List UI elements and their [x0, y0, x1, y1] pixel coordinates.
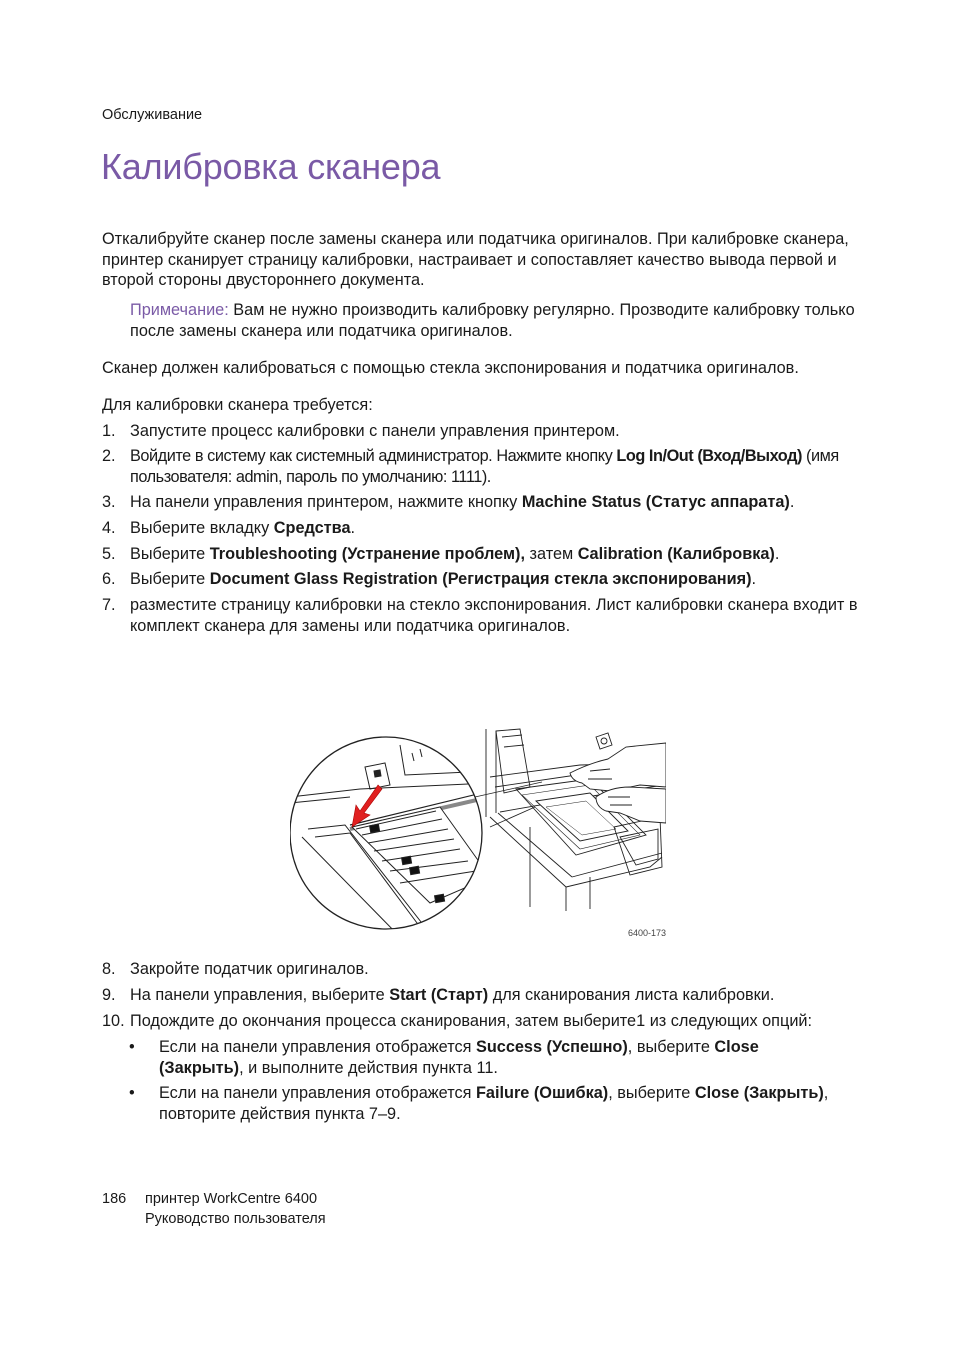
section-label: Обслуживание — [102, 107, 203, 123]
intro-paragraph: Откалибруйте сканер после замены сканера или податчика оригиналов. При калибровке сканера, принтер сканирует страницу калибровки, настраивает и сопоставляет качество вывода первой и второй стороны двустороннего документа. — [102, 230, 849, 289]
note-label: Примечание: — [130, 301, 229, 319]
step-text: Выберите Troubleshooting (Устранение проблем), затем Calibration (Калибровка). — [130, 545, 780, 563]
step-2 — [102, 446, 872, 487]
step-9 — [102, 985, 872, 1006]
footer-line-1: принтер WorkCentre 6400 — [145, 1191, 318, 1207]
bullet-dot: • — [129, 1038, 135, 1056]
bullet-text: Если на панели управления отображется Failure (Ошибка), выберите Close (Закрыть), повторите действия пункта 7–9. — [159, 1084, 829, 1123]
login-button-name: Log In/Out (Вход/Выход) — [616, 447, 802, 465]
step-text: Запустите процесс калибровки с панели управления принтером. — [130, 422, 620, 440]
troubleshooting-name: Troubleshooting (Устранение проблем), — [209, 545, 526, 563]
step-6 — [102, 569, 872, 590]
step-4 — [102, 518, 872, 539]
step-number: 3. — [102, 493, 116, 511]
page-number: 186 — [102, 1191, 127, 1207]
step-number: 2. — [102, 447, 116, 465]
step-number: 7. — [102, 596, 116, 614]
machine-status-button-name: Machine Status (Статус аппарата) — [521, 493, 790, 511]
page-title: Калибровка сканера — [101, 146, 441, 187]
step-10 — [102, 1011, 872, 1032]
step-number: 5. — [102, 545, 116, 563]
step-text: Выберите вкладку Средства. — [130, 519, 356, 537]
step-5 — [102, 544, 872, 565]
footer-product — [145, 1189, 326, 1229]
tools-tab-name: Средства — [273, 519, 351, 537]
start-button-name: Start (Старт) — [389, 986, 489, 1004]
step-number: 8. — [102, 960, 116, 978]
requirements-paragraph: Для калибровки сканера требуется: — [102, 396, 373, 414]
step-3 — [102, 492, 872, 513]
step-text: На панели управления, выберите Start (Старт) для сканирования листа калибровки. — [130, 986, 775, 1004]
calibration-illustration — [290, 727, 666, 942]
step-number: 9. — [102, 986, 116, 1004]
step-text: Подождите до окончания процесса сканирования, затем выберите1 из следующих опций: — [130, 1012, 813, 1030]
step-number: 1. — [102, 422, 116, 440]
bullet-dot: • — [129, 1084, 135, 1102]
step-1 — [102, 421, 872, 442]
step-8 — [102, 959, 872, 980]
step-number: 6. — [102, 570, 116, 588]
bullet-text: Если на панели управления отображется Success (Успешно), выберите Close (Закрыть), и выполните действия пункта 11. — [159, 1038, 759, 1077]
note — [130, 300, 870, 341]
footer-line-2: Руководство пользователя — [145, 1211, 326, 1227]
bullet-success — [129, 1037, 829, 1078]
close-label: Close (Закрыть) — [694, 1084, 824, 1102]
figure-code: 6400-173 — [628, 928, 667, 938]
success-label: Success (Успешно) — [475, 1038, 628, 1056]
step-number: 4. — [102, 519, 116, 537]
bullet-failure — [129, 1083, 829, 1124]
step-7 — [102, 595, 872, 636]
step-text: Войдите в систему как системный администратор. Нажмите кнопку Log In/Out (Вход/Выход) (имя пользователя: admin, пароль по умолчанию: 1111). — [130, 447, 839, 486]
glass-registration-name: Document Glass Registration (Регистрация стекла экспонирования) — [209, 570, 752, 588]
step-text: На панели управления принтером, нажмите кнопку Machine Status (Статус аппарата). — [130, 493, 795, 511]
step-text: разместите страницу калибровки на стекло экспонирования. Лист калибровки сканера входит в комплект сканера для замены или податчика оригиналов. — [130, 596, 858, 635]
step-text: Выберите Document Glass Registration (Регистрация стекла экспонирования). — [130, 570, 757, 588]
failure-label: Failure (Ошибка) — [475, 1084, 609, 1102]
close-label: Close (Закрыть) — [159, 1038, 759, 1077]
step-number: 10. — [102, 1012, 125, 1030]
note-text: Вам не нужно производить калибровку регулярно. Прозводите калибровку только после замены сканера или податчика оригиналов. — [130, 301, 855, 340]
step-text: Закройте податчик оригиналов. — [130, 960, 369, 978]
calibration-name: Calibration (Калибровка) — [577, 545, 775, 563]
calibration-method-paragraph: Сканер должен калиброваться с помощью стекла экспонирования и податчика оригиналов. — [102, 359, 799, 377]
